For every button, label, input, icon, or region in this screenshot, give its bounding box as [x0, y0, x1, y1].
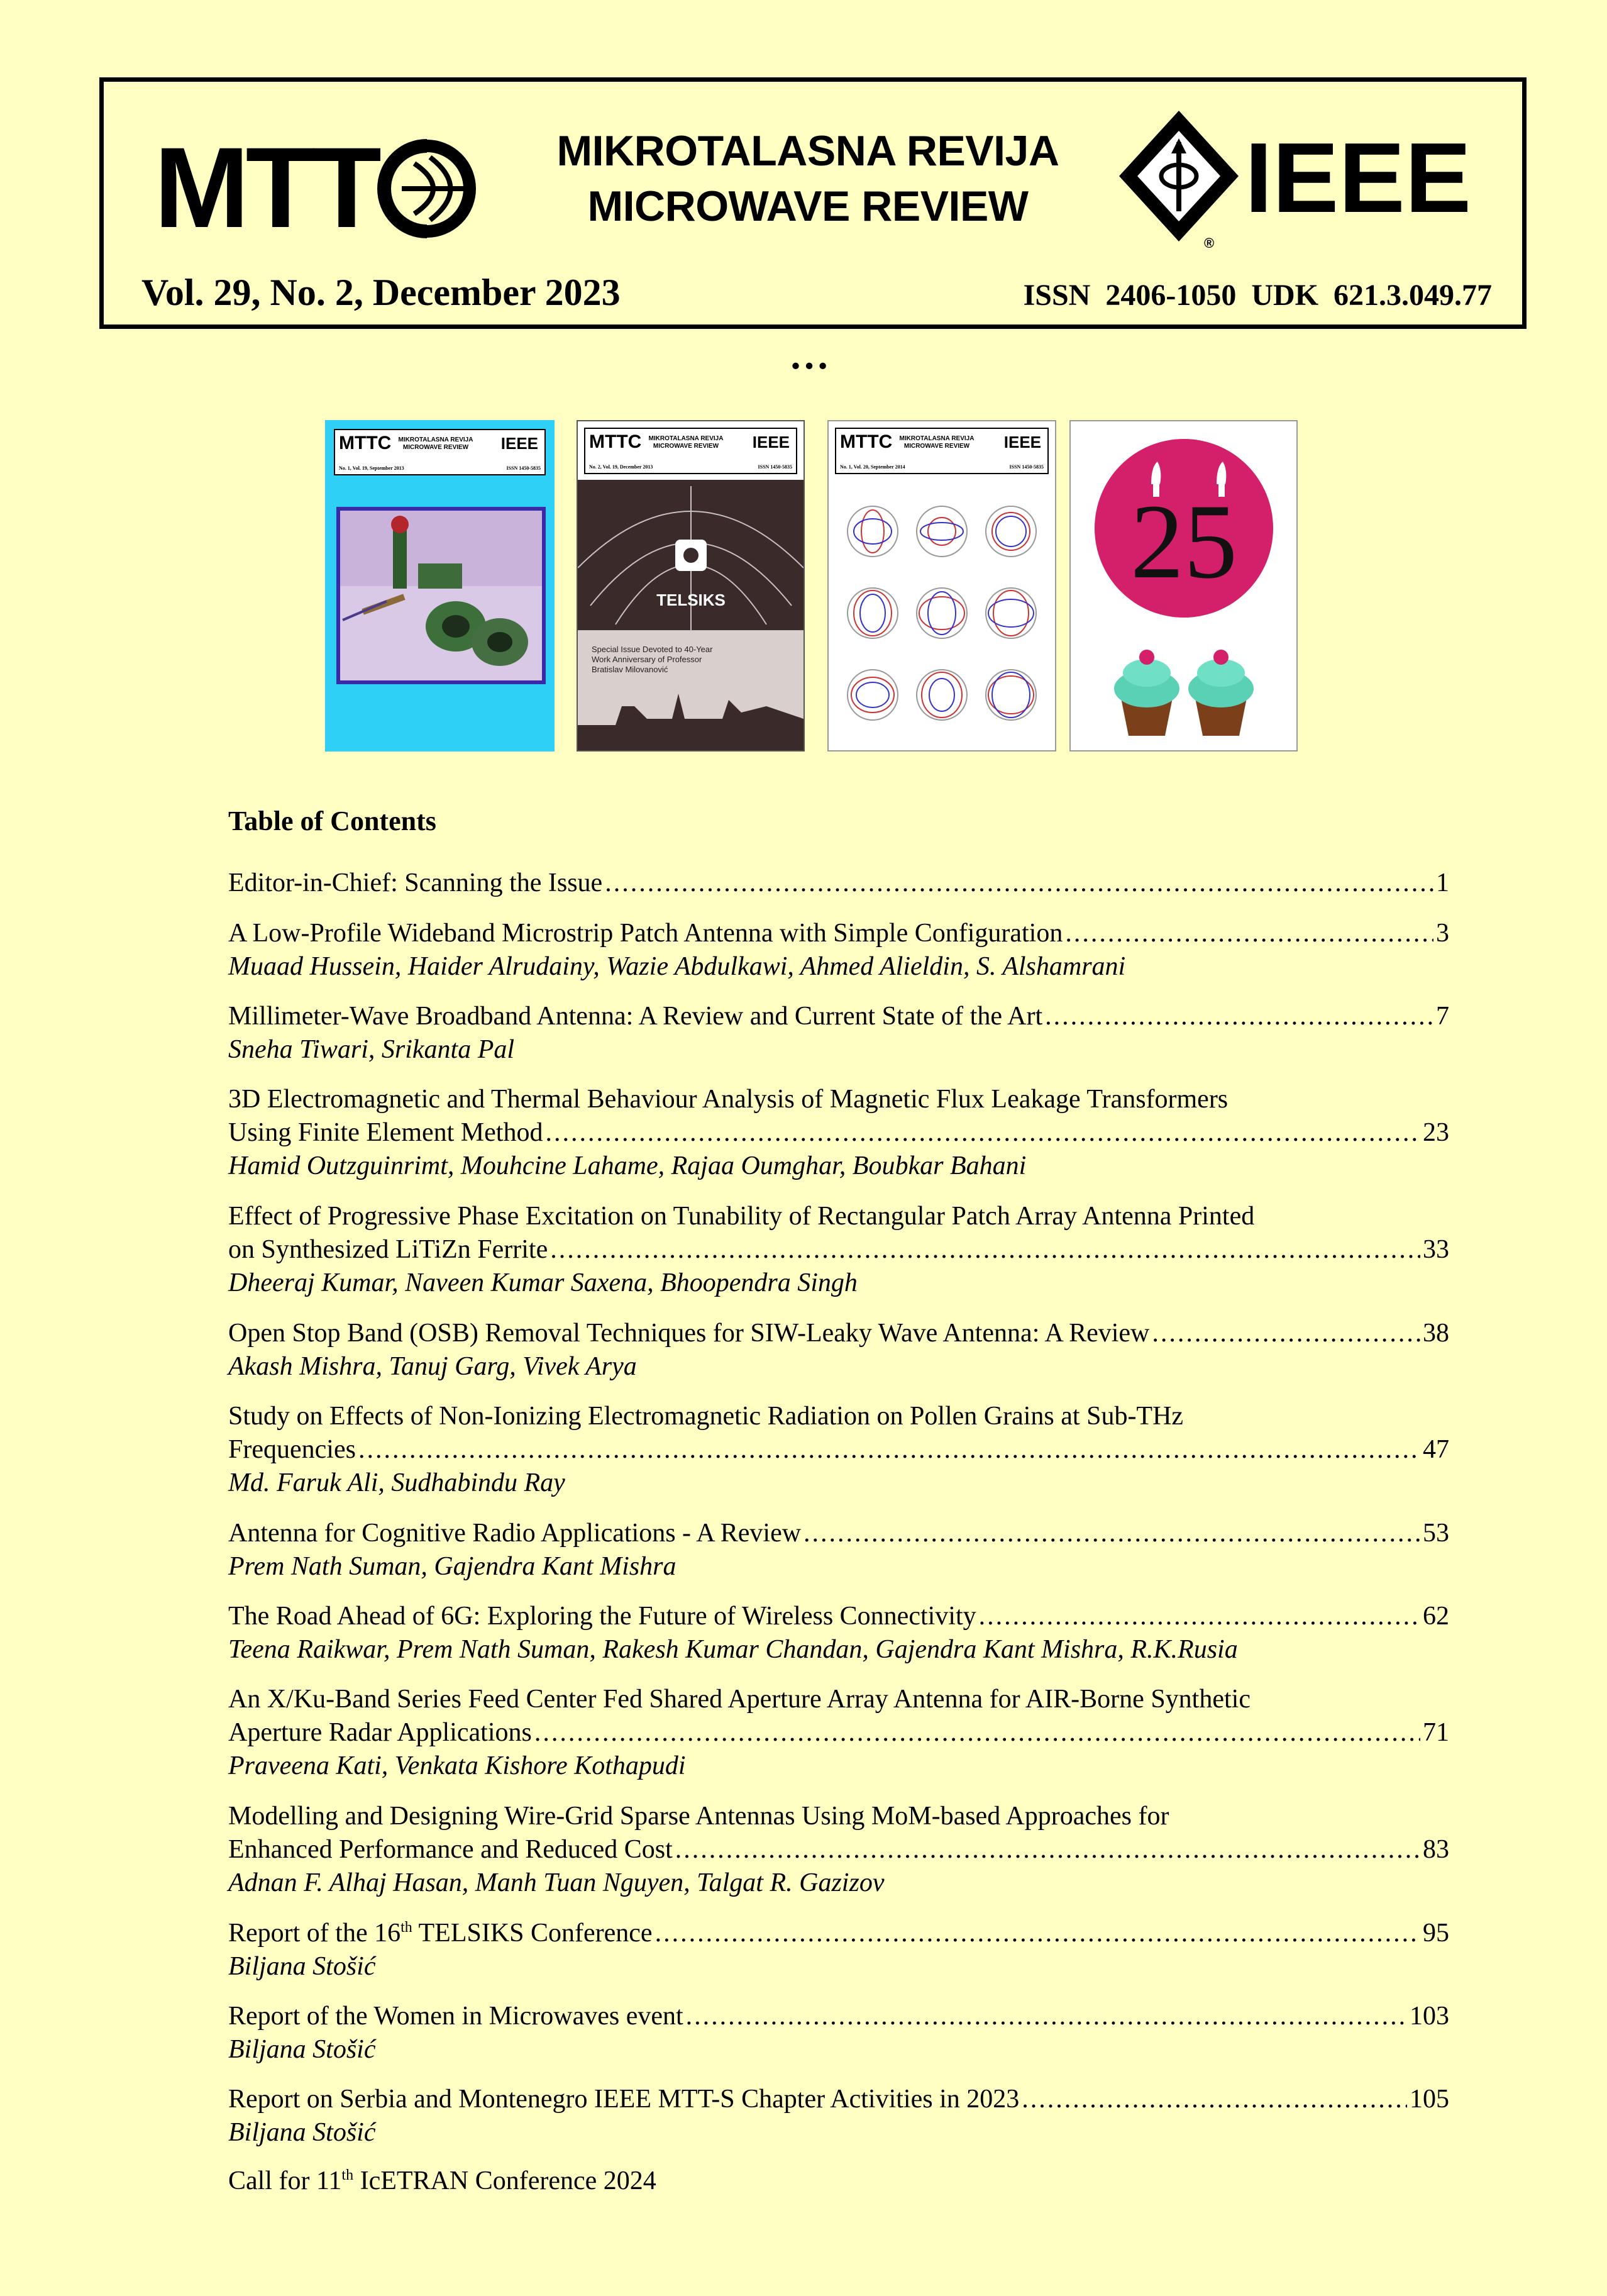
toc-entry[interactable]	[228, 1200, 1449, 1300]
volume-info: Vol. 29, No. 2, December 2023	[141, 272, 621, 313]
toc-page-number: 1	[1436, 868, 1449, 897]
toc-leader-dots	[534, 1716, 1420, 1750]
toc-entry-authors: Teena Raikwar, Prem Nath Suman, Rakesh Kumar Chandan, Gajendra Kant Mishra, R.K.Rusia	[228, 1635, 1238, 1664]
toc-entry-title: on Synthesized LiTiZn Ferrite	[228, 1235, 548, 1264]
toc-entry[interactable]	[228, 2083, 1449, 2149]
cover-mini-header: MTTC MIKROTALASNA REVIJA MICROWAVE REVIEW IEEE No. 2, Vol. 19, December 2013 ISSN 1450-5835	[584, 428, 797, 474]
toc-leader-dots	[358, 1433, 1420, 1467]
toc-entry[interactable]	[228, 1600, 1449, 1667]
journal-title-line1: MIKROTALASNA REVIJA	[556, 127, 1059, 175]
toc-leader-dots	[1045, 1000, 1433, 1033]
journal-title	[494, 123, 1122, 234]
toc-entry-title: Report on Serbia and Montenegro IEEE MTT-S Chapter Activities in 2023	[228, 2085, 1020, 2114]
toc-page-number: 103	[1410, 2002, 1449, 2031]
toc-page-number: 33	[1423, 1235, 1449, 1264]
smith-chart-artwork	[578, 480, 804, 750]
toc-entry-title: Study on Effects of Non-Ionizing Electromagnetic Radiation on Pollen Grains at Sub-THz	[228, 1402, 1184, 1431]
toc-entry[interactable]	[228, 917, 1449, 984]
toc-page-number: 95	[1423, 1919, 1449, 1948]
toc-leader-dots	[655, 1917, 1420, 1950]
toc-entry-title: Frequencies	[228, 1435, 356, 1464]
toc-page-number: 23	[1423, 1118, 1449, 1147]
toc-entry[interactable]	[228, 1683, 1449, 1783]
toc-entry[interactable]	[228, 1917, 1449, 1983]
call-text-sup: th	[341, 2167, 354, 2183]
toc-leader-dots	[686, 2000, 1407, 2033]
toc-entry-title: Aperture Radar Applications	[228, 1718, 532, 1747]
toc-leader-dots	[675, 1833, 1420, 1866]
telsiks-label: TELSIKS	[656, 591, 726, 609]
masthead	[99, 77, 1527, 329]
toc-entry-title: Editor-in-Chief: Scanning the Issue	[228, 868, 603, 897]
cover-thumbnail-1	[325, 420, 555, 751]
cover-thumbnail-4	[1069, 420, 1298, 751]
cupcake-icon	[1188, 650, 1254, 736]
cover-mini-header: MTTC MIKROTALASNA REVIJA MICROWAVE REVIEW IEEE No. 1, Vol. 19, September 2013 ISSN 1450-5835	[334, 429, 546, 475]
toc-entry[interactable]	[228, 1800, 1449, 1900]
toc-entry-authors: Biljana Stošić	[228, 1952, 376, 1981]
toc-entry-authors: Dheeraj Kumar, Naveen Kumar Saxena, Bhoopendra Singh	[228, 1268, 858, 1297]
toc-leader-dots	[605, 867, 1433, 900]
ieee-logo-text: IEEE	[1245, 123, 1472, 233]
toc-leader-dots	[979, 1600, 1420, 1633]
mtt-logo	[154, 123, 481, 252]
journal-title-line2: MICROWAVE REVIEW	[587, 182, 1029, 230]
mtt-circle-icon	[377, 138, 477, 239]
toc-call-for-conference[interactable]	[228, 2165, 1449, 2198]
toc-leader-dots	[550, 1233, 1420, 1267]
toc-page-number: 38	[1423, 1319, 1449, 1348]
toc-leader-dots	[804, 1517, 1420, 1550]
toc-entry-authors: Sneha Tiwari, Srikanta Pal	[228, 1035, 515, 1064]
telsiks-caption: Special Issue Devoted to 40-Year Work Anniversary of Professor Bratislav Milovanović	[592, 645, 713, 674]
toc-entry-authors: Biljana Stošić	[228, 2035, 376, 2064]
toc-entry[interactable]	[228, 1517, 1449, 1583]
cover-thumbnail-3	[827, 420, 1056, 751]
toc-leader-dots	[545, 1116, 1420, 1150]
toc-entry-title: Effect of Progressive Phase Excitation on Tunability of Rectangular Patch Array Antenna Printed	[228, 1202, 1255, 1231]
mtt-logo-text: MTT	[154, 123, 378, 252]
more-ellipsis: …	[789, 333, 829, 377]
toc-entry[interactable]	[228, 2000, 1449, 2066]
toc-entry-title: A Low-Profile Wideband Microstrip Patch Antenna with Simple Configuration	[228, 919, 1063, 948]
toc-entry-title: Report of the Women in Microwaves event	[228, 2002, 683, 2031]
toc-page-number: 7	[1436, 1002, 1449, 1031]
toc-page-number: 83	[1423, 1835, 1449, 1864]
toc-page-number: 71	[1423, 1718, 1449, 1747]
toc-entry[interactable]	[228, 1000, 1449, 1067]
toc-entry-authors: Prem Nath Suman, Gajendra Kant Mishra	[228, 1552, 676, 1581]
toc-entry-title: Modelling and Designing Wire-Grid Sparse Antennas Using MoM-based Approaches for	[228, 1802, 1169, 1831]
toc-entry-title: Antenna for Cognitive Radio Applications - A Review	[228, 1519, 802, 1548]
toc-leader-dots	[1022, 2083, 1407, 2116]
cupcake-icon	[1114, 650, 1179, 736]
call-text-post: IcETRAN Conference 2024	[353, 2166, 656, 2195]
toc-entry[interactable]	[228, 1400, 1449, 1500]
toc-entry-title: Report of the 16th TELSIKS Conference	[228, 1919, 653, 1948]
toc-page-number: 3	[1436, 919, 1449, 948]
connector-photo	[336, 507, 546, 684]
radiation-patterns	[829, 481, 1055, 745]
ieee-diamond-icon	[1110, 106, 1248, 250]
anniversary-artwork	[1071, 421, 1296, 750]
toc-entry-authors: Praveena Kati, Venkata Kishore Kothapudi	[228, 1751, 686, 1780]
toc-entry-title: 3D Electromagnetic and Thermal Behaviour Analysis of Magnetic Flux Leakage Transformers	[228, 1085, 1229, 1114]
toc-entry-authors: Md. Faruk Ali, Sudhabindu Ray	[228, 1468, 565, 1497]
anniversary-number: 25	[1130, 482, 1237, 601]
toc-entry-title: Enhanced Performance and Reduced Cost	[228, 1835, 673, 1864]
toc-entry[interactable]	[228, 867, 1449, 900]
call-text-pre: Call for 11	[228, 2166, 342, 2195]
toc-entry-title: An X/Ku-Band Series Feed Center Fed Shared Aperture Array Antenna for AIR-Borne Synthetic	[228, 1685, 1251, 1714]
toc-entry[interactable]	[228, 1317, 1449, 1384]
toc-entry-title: Using Finite Element Method	[228, 1118, 543, 1147]
toc-leader-dots	[1065, 917, 1433, 950]
issn-udk: ISSN 2406-1050 UDK 621.3.049.77	[1023, 279, 1492, 312]
toc-page-number: 62	[1423, 1602, 1449, 1631]
toc-entry-authors: Biljana Stošić	[228, 2118, 376, 2147]
toc-page-number: 47	[1423, 1435, 1449, 1464]
cover-thumbnail-2	[577, 420, 805, 751]
toc-entry[interactable]	[228, 1083, 1449, 1183]
toc-entry-title: Open Stop Band (OSB) Removal Techniques for SIW-Leaky Wave Antenna: A Review	[228, 1319, 1150, 1348]
toc-entry-authors: Adnan F. Alhaj Hasan, Manh Tuan Nguyen, Talgat R. Gazizov	[228, 1868, 885, 1897]
toc-entry-title: The Road Ahead of 6G: Exploring the Future of Wireless Connectivity	[228, 1602, 976, 1631]
toc-entry-authors: Hamid Outzguinrimt, Mouhcine Lahame, Rajaa Oumghar, Boubkar Bahani	[228, 1151, 1027, 1180]
ieee-logo	[1110, 106, 1487, 250]
cover-mini-header: MTTC MIKROTALASNA REVIJA MICROWAVE REVIEW IEEE No. 1, Vol. 20, September 2014 ISSN 1450-5835	[835, 428, 1049, 474]
toc-leader-dots	[1152, 1317, 1420, 1350]
svg-text:®: ®	[1204, 235, 1215, 250]
toc-page-number: 53	[1423, 1519, 1449, 1548]
toc-page-number: 105	[1410, 2085, 1449, 2114]
toc-entry-authors: Muaad Hussein, Haider Alrudainy, Wazie Abdulkawi, Ahmed Alieldin, S. Alshamrani	[228, 952, 1126, 981]
toc-entry-authors: Akash Mishra, Tanuj Garg, Vivek Arya	[228, 1352, 637, 1381]
toc-entry-title: Millimeter-Wave Broadband Antenna: A Review and Current State of the Art	[228, 1002, 1043, 1031]
toc-heading: Table of Contents	[228, 806, 436, 836]
